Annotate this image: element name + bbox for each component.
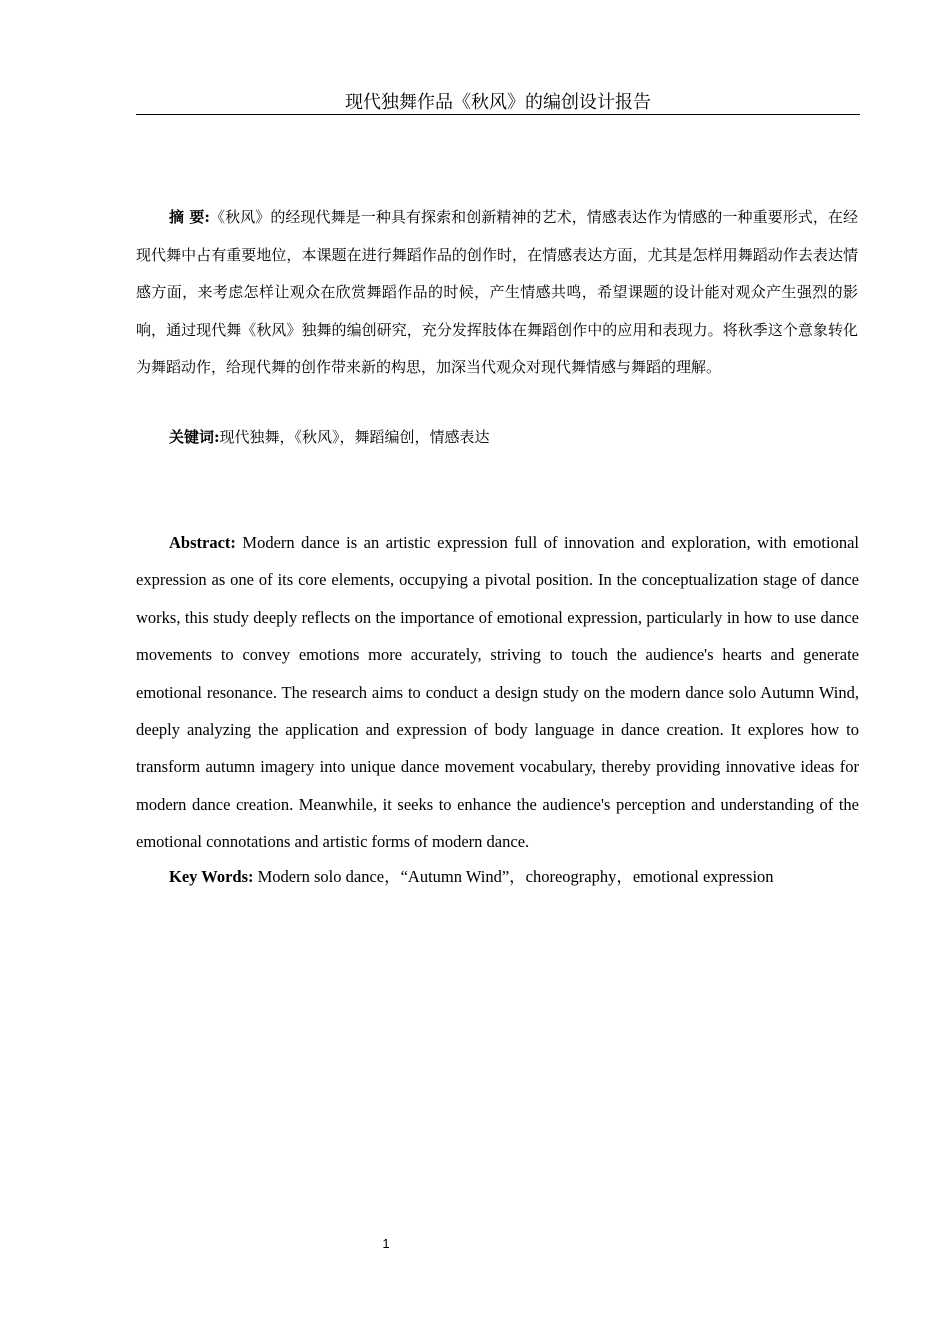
page-number: 1: [382, 1236, 390, 1251]
english-abstract-label: Abstract:: [169, 533, 236, 552]
page-header-title: 现代独舞作品《秋风》的编创设计报告: [136, 92, 860, 115]
english-keywords-label: Key Words:: [169, 867, 254, 886]
chinese-keywords: [169, 419, 859, 456]
english-keywords-text: Modern solo dance，“Autumn Wind”，choreography，emotional expression: [257, 867, 774, 886]
chinese-abstract-label: 摘 要:: [169, 208, 210, 226]
chinese-abstract-text: 《秋风》的经现代舞是一种具有探索和创新精神的艺术，情感表达作为情感的一种重要形式，在经现代舞中占有重要地位，本课题在进行舞蹈作品的创作时，在情感表达方面，尤其是怎样用舞蹈动作去表达情感方面，来考虑怎样让观众在欣赏舞蹈作品的时候，产生情感共鸣，希望课题的设计能对观众产生强烈的影响，通过现代舞《秋风》独舞的编创研究，充分发挥肢体在舞蹈创作中的应用和表现力。将秋季这个意象转化为舞蹈动作，给现代舞的创作带来新的构思，加深当代观众对现代舞情感与舞蹈的理解。: [136, 208, 858, 376]
english-abstract: [136, 524, 859, 861]
english-keywords: [169, 858, 859, 895]
chinese-keywords-text: 现代独舞，《秋风》，舞蹈编创，情感表达: [219, 428, 490, 446]
chinese-abstract: [136, 199, 858, 387]
chinese-keywords-label: 关键词:: [169, 428, 220, 446]
english-abstract-text: Modern dance is an artistic expression full of innovation and exploration, with emotional expression as one of its core elements, occupying a pivotal position. In the conceptualization stage of dance works, this study deeply reflects on the importance of emotional expression, particularly in how to use dance movements to convey emotions more accurately, striving to touch the audience's hearts and generate emotional resonance. The research aims to conduct a design study on the modern dance solo Autumn Wind, deeply analyzing the application and expression of body language in dance creation. It explores how to transform autumn imagery into unique dance movement vocabulary, thereby providing innovative ideas for modern dance creation. Meanwhile, it seeks to enhance the audience's perception and understanding of the emotional connotations and artistic forms of modern dance.: [136, 533, 859, 852]
